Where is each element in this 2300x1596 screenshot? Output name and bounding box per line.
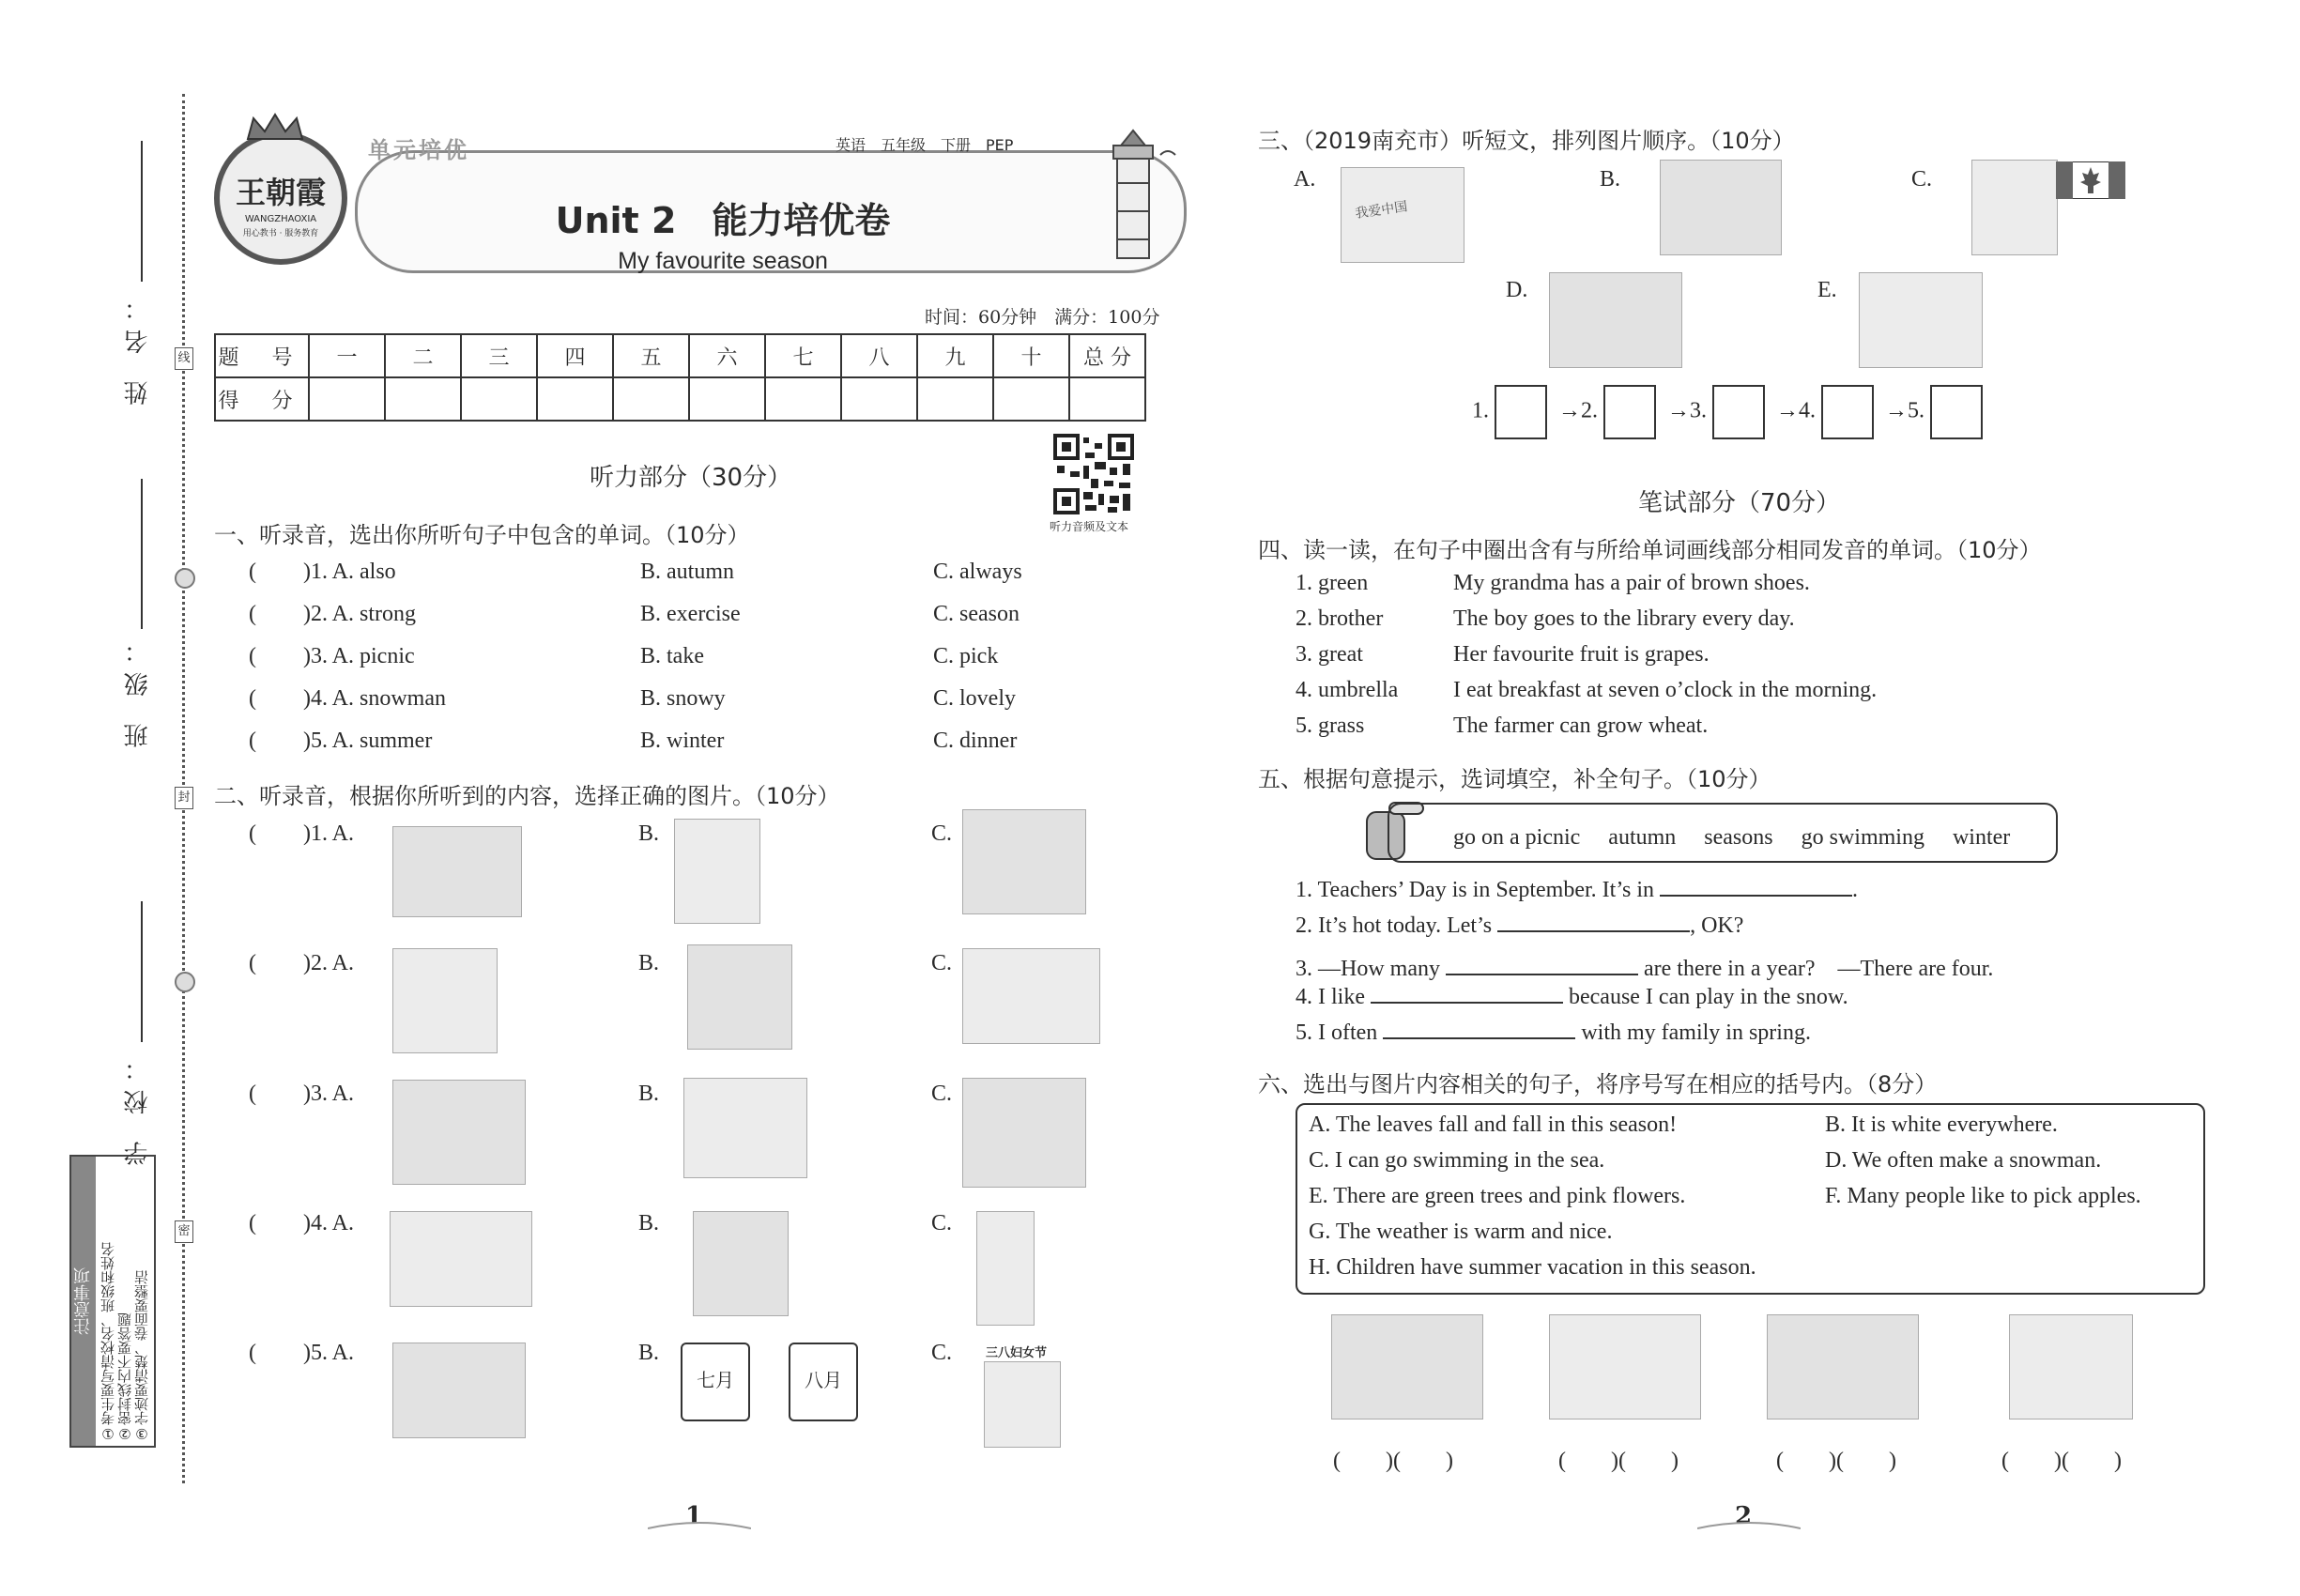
s1-option-c: C. always — [933, 560, 1022, 584]
s5-item: 5. I often with my family in spring. — [1296, 1021, 1811, 1045]
s2-option-c: C. — [931, 1082, 953, 1106]
s3-label-b: B. — [1600, 167, 1621, 192]
binding-hole — [175, 568, 195, 589]
score-cell[interactable] — [993, 377, 1069, 421]
school-label: 学 校： — [124, 1047, 152, 1166]
august-calendar[interactable] — [789, 1343, 858, 1421]
score-table — [214, 333, 1146, 422]
fishing-picture[interactable] — [962, 809, 1086, 914]
time-and-score: 时间：60分钟 满分：100分 — [925, 307, 1160, 328]
score-header-cell: 总 分 — [1069, 334, 1145, 377]
score-header-cell: 三 — [461, 334, 537, 377]
s1-question: ( )5. A. summer — [249, 729, 433, 753]
kids-in-spring-picture[interactable] — [1549, 1314, 1701, 1420]
option-sentence: C. I can go swimming in the sea. — [1309, 1148, 1605, 1173]
class-write-line — [141, 479, 143, 629]
girl-portrait-picture[interactable] — [1971, 160, 2058, 255]
section-3-title: 三、（2019南充市）听短文，排列图片顺序。（10分） — [1258, 128, 1795, 154]
s4-word: 5. grass — [1296, 714, 1365, 738]
cut-word-mi: 密 — [175, 1220, 193, 1243]
autumn-leaves-picture[interactable] — [392, 948, 498, 1053]
s4-sentence[interactable]: The boy goes to the library every day. — [1453, 606, 1795, 631]
notice-item: ③字迹要清楚、卷面要整洁 — [133, 1270, 150, 1442]
score-header-cell: 四 — [537, 334, 613, 377]
teacher-blackboard-picture[interactable] — [1341, 167, 1464, 263]
page-number-1: 1 — [685, 1502, 703, 1530]
section-2-title: 二、听录音，根据你所听到的内容，选择正确的图片。（10分） — [214, 783, 840, 809]
planting-tree-picture[interactable] — [693, 1211, 789, 1316]
word-bank: go on a picnic autumn seasons go swimming winter — [1453, 825, 2011, 850]
option-sentence: F. Many people like to pick apples. — [1825, 1184, 2141, 1208]
s1-option-b: B. autumn — [640, 560, 734, 584]
s2-question: ( )4. A. — [249, 1211, 355, 1235]
order-box[interactable] — [1495, 385, 1547, 439]
unit-subtitle: My favourite season — [618, 248, 828, 274]
crown-icon — [246, 113, 304, 141]
spring-trees-picture[interactable] — [687, 944, 792, 1050]
picking-apples-picture[interactable] — [683, 1078, 807, 1178]
notice-item: ②密封线内不要答题 — [116, 1312, 133, 1442]
boy-running-picture[interactable] — [674, 819, 760, 924]
series-label: 单元培优 — [368, 137, 469, 163]
july-calendar[interactable] — [681, 1343, 750, 1421]
order-box[interactable] — [1930, 385, 1983, 439]
section-4-title: 四、读一读，在句子中圈出含有与所给单词画线部分相同发音的单词。（10分） — [1258, 537, 2042, 563]
s1-option-b: B. snowy — [640, 686, 726, 711]
name-label: 姓 名： — [124, 286, 152, 406]
fill-blank[interactable] — [1371, 1002, 1563, 1004]
s1-option-b: B. take — [640, 644, 704, 668]
s2-question: ( )2. A. — [249, 951, 355, 975]
s1-option-c: C. lovely — [933, 686, 1016, 711]
score-cell[interactable] — [613, 377, 689, 421]
s3-order-row: 1. →2. →3. →4. →5. — [1472, 385, 1988, 439]
score-header-cell: 七 — [765, 334, 841, 377]
s4-sentence[interactable]: Her favourite fruit is grapes. — [1453, 642, 1710, 667]
s4-word: 3. great — [1296, 642, 1363, 667]
order-box[interactable] — [1712, 385, 1765, 439]
beach-picture[interactable] — [1331, 1314, 1483, 1420]
cut-word-xian: 线 — [175, 347, 193, 370]
s1-question: ( )4. A. snowman — [249, 686, 446, 711]
option-sentence: G. The weather is warm and nice. — [1309, 1220, 1613, 1244]
score-header-cell: 五 — [613, 334, 689, 377]
score-header-cell: 十 — [993, 334, 1069, 377]
girl-picture[interactable] — [976, 1211, 1035, 1326]
written-title: 笔试部分（70分） — [1638, 489, 1841, 517]
brand-logo — [214, 131, 347, 265]
score-cell[interactable] — [385, 377, 461, 421]
score-header-cell: 八 — [841, 334, 917, 377]
s4-word: 2. brother — [1296, 606, 1384, 631]
s3-label-a: A. — [1294, 167, 1316, 192]
s2-option-b: B. — [638, 1082, 660, 1106]
qr-caption: 听力音频及文本 — [1050, 520, 1129, 533]
s4-word: 1. green — [1296, 571, 1369, 595]
answer-paren[interactable]: ( — [249, 602, 256, 626]
score-table-score-row — [215, 377, 1145, 421]
canada-flag-icon — [2056, 161, 2125, 199]
s5-item: 1. Teachers’ Day is in September. It’s in . — [1296, 878, 1859, 902]
s1-question: ( )1. A. also — [249, 560, 396, 584]
s5-item: 3. —How many are there in a year? —There are four. — [1296, 957, 1994, 981]
fill-blank[interactable] — [1497, 930, 1690, 932]
answer-paren[interactable]: ( — [249, 686, 256, 711]
answer-paren[interactable]: ( — [249, 1082, 256, 1106]
girl-in-flowers-picture[interactable] — [1660, 160, 1782, 255]
winter-snowman-picture[interactable] — [962, 948, 1100, 1044]
option-sentence: D. We often make a snowman. — [1825, 1148, 2102, 1173]
word-bank-box — [1388, 803, 2058, 863]
notice-items — [100, 1160, 150, 1442]
order-box[interactable] — [1821, 385, 1874, 439]
s1-option-b: B. exercise — [640, 602, 741, 626]
answer-paren[interactable]: ( — [249, 560, 256, 584]
answer-paren[interactable]: ( — [249, 729, 256, 753]
kids-playing-picture[interactable] — [390, 1211, 532, 1307]
section-6-title: 六、选出与图片内容相关的句子，将序号写在相应的括号内。（8分） — [1258, 1071, 1938, 1097]
s4-word: 4. umbrella — [1296, 678, 1399, 702]
section-5-title: 五、根据句意提示，选词填空，补全句子。（10分） — [1258, 766, 1771, 792]
s2-question: ( )1. A. — [249, 821, 355, 846]
answer-paren[interactable]: ( — [249, 644, 256, 668]
s5-item: 2. It’s hot today. Let’s , OK? — [1296, 913, 1744, 938]
score-cell[interactable] — [917, 377, 993, 421]
family-photo-picture[interactable] — [392, 1343, 526, 1438]
notice-title: 注意事项 — [71, 1157, 96, 1446]
lighthouse-icon — [1080, 127, 1192, 268]
s1-question: ( )3. A. picnic — [249, 644, 415, 668]
fill-blank[interactable] — [1446, 974, 1638, 975]
class-label: 班 级： — [124, 629, 152, 748]
brand-pinyin: WANGZHAOXIA — [244, 214, 317, 224]
blackboard-text: 我爱中国 — [1354, 199, 1409, 222]
s2-option-b: B. — [638, 1211, 660, 1235]
score-header-cell: 一 — [309, 334, 385, 377]
fill-blank[interactable] — [1660, 895, 1852, 897]
listening-title: 听力部分（30分） — [590, 464, 792, 492]
score-row-label: 得 分 — [215, 377, 309, 421]
s4-sentence[interactable]: My grandma has a pair of brown shoes. — [1453, 571, 1810, 595]
s4-sentence[interactable]: I eat breakfast at seven o’clock in the morning. — [1453, 678, 1878, 702]
option-sentence: E. There are green trees and pink flowers. — [1309, 1184, 1686, 1208]
s3-label-d: D. — [1506, 278, 1528, 302]
womens-day-picture[interactable] — [984, 1361, 1061, 1448]
s1-question: ( )2. A. strong — [249, 602, 417, 626]
name-write-line — [141, 141, 143, 282]
s1-option-c: C. pick — [933, 644, 999, 668]
score-header-cell: 九 — [917, 334, 993, 377]
s2-option-c: C. — [931, 951, 953, 975]
score-header-cell: 题 号 — [215, 334, 309, 377]
score-cell[interactable] — [841, 377, 917, 421]
family-travel-picture[interactable] — [962, 1078, 1086, 1188]
score-header-cell: 二 — [385, 334, 461, 377]
book-meta: 英语 五年级 下册 PEP — [836, 136, 1014, 154]
notice-item: ①考生要写清校名、班级和姓名 — [100, 1242, 116, 1442]
school-write-line — [141, 901, 143, 1042]
calendar-month: 七月 — [697, 1369, 734, 1391]
autumn-tree-picture[interactable] — [1767, 1314, 1919, 1420]
sentence-options-box — [1296, 1103, 2205, 1295]
page-number-2: 2 — [1735, 1502, 1753, 1530]
s5-item: 4. I like because I can play in the snow. — [1296, 985, 1848, 1009]
score-cell[interactable] — [689, 377, 765, 421]
score-table-header-row — [215, 334, 1145, 377]
answer-paren[interactable]: ( — [249, 951, 256, 975]
s4-sentence[interactable]: The farmer can grow wheat. — [1453, 714, 1709, 738]
girl-walking-picture[interactable] — [1859, 272, 1983, 368]
s3-label-e: E. — [1817, 278, 1837, 302]
score-header-cell: 六 — [689, 334, 765, 377]
s2-question: ( )5. A. — [249, 1341, 355, 1365]
s2-question: ( )3. A. — [249, 1082, 355, 1106]
womens-day-label: 三八妇女节 — [986, 1346, 1048, 1360]
qr-code-icon[interactable] — [1053, 434, 1134, 514]
calendar-month: 八月 — [805, 1369, 842, 1391]
answer-paren[interactable]: ( — [249, 1341, 256, 1365]
option-sentence: A. The leaves fall and fall in this season! — [1309, 1113, 1678, 1137]
s1-option-b: B. winter — [640, 729, 725, 753]
s6-answer-brackets[interactable]: ( )( ) — [2001, 1449, 2122, 1473]
family-under-tree-picture[interactable] — [1549, 272, 1682, 368]
winter-scene-picture[interactable] — [2009, 1314, 2133, 1420]
s2-option-c: C. — [931, 821, 953, 846]
exam-notice-box — [69, 1155, 156, 1448]
s2-option-c: C. — [931, 1211, 953, 1235]
option-sentence: B. It is white everywhere. — [1825, 1113, 2058, 1137]
score-cell[interactable] — [1069, 377, 1145, 421]
page-ornament — [648, 1512, 751, 1534]
page-ornament — [1697, 1512, 1801, 1534]
section-1-title: 一、听录音，选出你所听句子中包含的单词。（10分） — [214, 522, 750, 548]
swimming-picture[interactable] — [392, 826, 522, 917]
s1-option-c: C. season — [933, 602, 1020, 626]
score-cell[interactable] — [309, 377, 385, 421]
fill-blank[interactable] — [1383, 1037, 1575, 1039]
cut-word-feng: 封 — [175, 787, 193, 809]
s6-answer-brackets[interactable]: ( )( ) — [1776, 1449, 1896, 1473]
s2-option-b: B. — [638, 951, 660, 975]
s2-option-b: B. — [638, 1341, 660, 1365]
s3-label-c: C. — [1911, 167, 1933, 192]
brand-slogan: 用心教书 · 服务教育 — [242, 229, 319, 238]
answer-paren[interactable]: ( — [249, 821, 256, 846]
brand-name: 王朝霞 — [235, 175, 326, 210]
picnic-picture[interactable] — [392, 1080, 526, 1185]
s6-answer-brackets[interactable]: ( )( ) — [1333, 1449, 1453, 1473]
score-cell[interactable] — [461, 377, 537, 421]
score-cell[interactable] — [537, 377, 613, 421]
order-box[interactable] — [1603, 385, 1656, 439]
score-cell[interactable] — [765, 377, 841, 421]
s2-option-c: C. — [931, 1341, 953, 1365]
option-sentence: H. Children have summer vacation in this season. — [1309, 1255, 1756, 1280]
answer-paren[interactable]: ( — [249, 1211, 256, 1235]
s6-answer-brackets[interactable]: ( )( ) — [1558, 1449, 1679, 1473]
binding-hole — [175, 972, 195, 992]
s1-option-c: C. dinner — [933, 729, 1018, 753]
s2-option-b: B. — [638, 821, 660, 846]
unit-title: Unit 2 能力培优卷 — [555, 200, 891, 241]
